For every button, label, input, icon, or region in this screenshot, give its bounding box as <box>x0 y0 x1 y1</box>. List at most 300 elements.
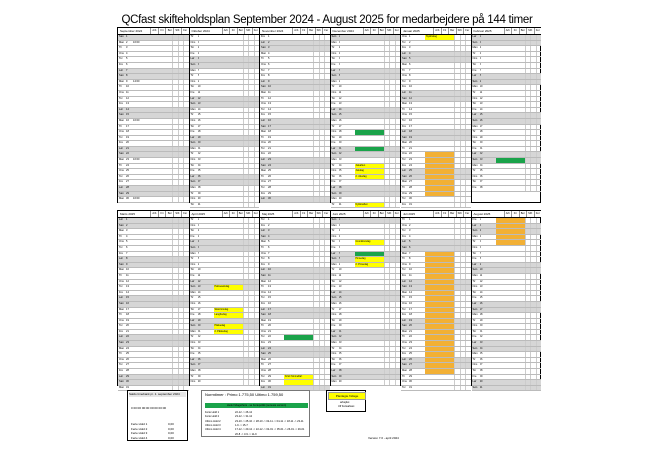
day-number: 5 <box>268 240 270 244</box>
month-column <box>330 28 401 206</box>
day-note <box>355 319 384 324</box>
day-note <box>142 130 172 135</box>
day-number: 7 <box>338 251 340 255</box>
day-number: 19 <box>197 318 201 322</box>
shift-time <box>346 302 355 307</box>
shift-time <box>487 291 496 296</box>
shift-time <box>346 158 355 163</box>
day-number: 8 <box>126 257 128 261</box>
day-number: 23 <box>338 158 342 162</box>
weekday: Søn <box>402 324 407 328</box>
day-note <box>142 263 172 268</box>
day-note <box>142 164 172 169</box>
norm-line-value: 20-8 -> 3-9 -> 11-9 <box>235 432 257 436</box>
day-note <box>214 80 243 85</box>
weekday: Fre <box>261 262 265 266</box>
weekday: Tor <box>402 229 406 233</box>
month-column <box>471 28 542 202</box>
day-row <box>472 386 542 392</box>
day-number: 27 <box>479 180 483 184</box>
day-note <box>425 302 454 307</box>
column-subheader: Fer <box>534 211 542 217</box>
column-subheader: Arb <box>504 28 512 34</box>
day-number: 26 <box>338 357 342 361</box>
day-number: 12 <box>479 96 483 100</box>
day-note <box>214 169 243 174</box>
day-number: 18 <box>338 130 342 134</box>
weekday: Søn <box>190 324 196 328</box>
weekday: Fre <box>331 363 336 367</box>
day-number: 4 <box>479 234 481 238</box>
day-note <box>142 175 172 180</box>
day-number: 19 <box>197 135 201 139</box>
day-number: 17 <box>338 124 342 128</box>
day-number: 12 <box>409 96 412 100</box>
weekday: Tor <box>472 141 477 145</box>
day-note <box>425 69 454 74</box>
tally-cell <box>536 41 542 46</box>
shift-time <box>487 85 496 90</box>
shift-time <box>346 192 355 197</box>
column-subheader: Fri <box>229 28 237 34</box>
day-number: 19 <box>268 318 271 322</box>
day-note <box>496 257 525 262</box>
day-number: 5 <box>126 57 128 61</box>
weekday: Tor <box>472 62 477 66</box>
day-number: 17 <box>268 307 271 311</box>
month-column <box>330 211 401 385</box>
shift-time <box>346 296 355 301</box>
day-note <box>425 74 454 79</box>
weekday: Ons <box>190 158 196 162</box>
day-number: 3 <box>409 46 411 50</box>
day-number: 22 <box>479 335 483 339</box>
day-number: 28 <box>268 186 271 190</box>
shift-time <box>133 341 142 346</box>
day-number: 25 <box>409 169 412 173</box>
weekday: Tor <box>190 163 195 167</box>
tally-cell <box>536 246 542 251</box>
shift-time <box>205 319 214 324</box>
day-number: 26 <box>268 174 271 178</box>
day-note <box>142 380 172 385</box>
day-number: 11 <box>338 273 342 277</box>
day-number: 30 <box>268 197 271 201</box>
shift-time <box>416 203 425 208</box>
weekday: Fre <box>472 296 477 300</box>
weekday: Fre <box>190 90 195 94</box>
shift-time <box>133 324 142 329</box>
shift-time <box>133 224 142 229</box>
day-number: 25 <box>479 352 483 356</box>
column-subheader: SIK <box>315 211 323 217</box>
day-number: 16 <box>268 118 271 122</box>
day-note: Nytårsaften <box>355 203 384 208</box>
shift-time <box>133 363 142 368</box>
shift-time <box>133 85 142 90</box>
shift-time <box>346 136 355 141</box>
weekday: Lør <box>331 186 336 190</box>
day-number: 5 <box>338 240 340 244</box>
day-number: 28 <box>338 186 342 190</box>
shift-time <box>346 203 355 208</box>
day-number: 12 <box>409 279 412 283</box>
day-number: 23 <box>268 158 271 162</box>
weekday: Lør <box>119 146 123 150</box>
day-note <box>355 46 384 51</box>
tally-cell <box>536 175 542 180</box>
day-number: 17 <box>197 124 201 128</box>
shift-time <box>346 141 355 146</box>
weekday: Tor <box>331 357 336 361</box>
day-note <box>214 102 243 107</box>
day-number: 1 <box>197 218 199 221</box>
day-number: 21 <box>409 146 412 150</box>
day-note <box>284 252 313 257</box>
shift-time <box>275 285 284 290</box>
tally-cell <box>536 341 542 346</box>
day-note <box>425 380 454 385</box>
weekday: Ons <box>402 152 407 156</box>
shift-time <box>487 80 496 85</box>
day-number: 21 <box>126 329 129 333</box>
day-note <box>214 158 243 163</box>
day-row <box>401 203 471 209</box>
weekday: Tir <box>190 335 194 339</box>
day-note <box>355 369 384 374</box>
day-number: 11 <box>197 90 201 94</box>
shift-time <box>416 330 425 335</box>
weekday: Søn <box>261 234 266 238</box>
day-number: 28 <box>197 369 201 373</box>
day-note <box>425 280 454 285</box>
shift-time <box>133 97 142 102</box>
weekday: Fre <box>331 285 336 289</box>
column-subheader: Ber <box>237 28 245 34</box>
month-name: December 2024 <box>332 29 354 33</box>
weekday: Tir <box>472 318 476 322</box>
weekday: Tir <box>472 240 476 244</box>
tally-cell <box>536 313 542 318</box>
day-number: 3 <box>197 46 199 50</box>
day-row <box>118 197 189 203</box>
day-number: 29 <box>197 191 201 195</box>
weekday: Fre <box>402 124 406 128</box>
shift-time <box>275 192 284 197</box>
day-number: 10 <box>126 268 129 272</box>
weekday: Tir <box>119 46 122 50</box>
weekday: Fre <box>472 68 477 72</box>
day-note <box>355 152 384 157</box>
shift-time <box>205 352 214 357</box>
weekday: Fre <box>331 324 336 328</box>
weekday: Tor <box>331 96 336 100</box>
day-note <box>425 158 454 163</box>
day-note <box>214 125 243 130</box>
column-subheader: SIK <box>456 28 464 34</box>
day-number: 2 <box>409 223 411 227</box>
weekday: Ons <box>402 113 407 117</box>
tally-cell <box>536 80 542 85</box>
tally-cell <box>536 130 542 135</box>
day-number: 25 <box>268 169 271 173</box>
weekday: Fre <box>261 380 265 384</box>
day-note <box>142 152 172 157</box>
day-number: 31 <box>479 385 483 389</box>
weekday: Tir <box>119 234 122 238</box>
weekday: Man <box>119 268 125 272</box>
day-note: Juledag <box>355 169 384 174</box>
day-number: 14 <box>338 290 342 294</box>
day-number: 30 <box>126 197 129 201</box>
day-note <box>284 302 313 307</box>
weekday: Tor <box>402 79 406 83</box>
schedule-block-top <box>118 28 541 206</box>
column-subheader: Arb <box>292 28 300 34</box>
weekday: Lør <box>119 218 123 221</box>
shift-time <box>275 324 284 329</box>
day-number: 17 <box>409 124 412 128</box>
day-note <box>284 74 313 79</box>
day-number: 7 <box>126 251 128 255</box>
day-note <box>214 246 243 251</box>
tally-cell <box>536 257 542 262</box>
day-note <box>355 113 384 118</box>
shift-time <box>133 235 142 240</box>
weekday: Fre <box>261 301 265 305</box>
column-subheader: Fer <box>393 28 401 34</box>
shift-time <box>416 180 425 185</box>
shift-time <box>346 57 355 62</box>
shift-time <box>133 375 142 380</box>
day-number: 24 <box>479 346 483 350</box>
schedule-block-bottom <box>118 211 541 389</box>
weekday: Tir <box>190 152 194 156</box>
day-note <box>355 375 384 380</box>
norm-line-label: Ferie Hold 1 <box>205 411 220 414</box>
day-number: 24 <box>126 163 129 167</box>
weekday: Tor <box>190 346 195 350</box>
day-note: Kristi himmelfart <box>284 375 313 380</box>
weekday: Ons <box>261 290 266 294</box>
shift-time <box>487 224 496 229</box>
shift-time <box>487 35 496 40</box>
weekday: Tir <box>331 85 335 89</box>
shift-time <box>133 380 142 385</box>
weekday: Ons <box>119 51 124 55</box>
day-number: 1 <box>409 218 411 221</box>
shift-time <box>487 113 496 118</box>
shift-time <box>133 164 142 169</box>
day-note <box>142 224 172 229</box>
weekday: Lør <box>472 35 477 38</box>
day-note <box>496 369 525 374</box>
weekday: Fre <box>261 223 265 227</box>
month-name: Oktober 2024 <box>191 29 210 33</box>
day-number: 6 <box>338 245 340 249</box>
shift-time <box>416 319 425 324</box>
day-note <box>496 102 525 107</box>
shift-time <box>416 280 425 285</box>
shift-time <box>416 324 425 329</box>
shift-time <box>205 197 214 202</box>
day-note <box>425 229 454 234</box>
shift-time <box>416 108 425 113</box>
day-note <box>214 274 243 279</box>
day-note <box>355 186 384 191</box>
day-number: 14 <box>197 107 201 111</box>
day-number: 20 <box>126 141 129 145</box>
month-name: April 2025 <box>191 212 206 216</box>
weekday: Søn <box>331 113 337 117</box>
day-number: 31 <box>268 385 271 389</box>
weekday: Fre <box>119 369 123 373</box>
day-number: 11 <box>126 90 129 94</box>
day-number: 28 <box>409 369 412 373</box>
day-note <box>284 235 313 240</box>
month-name: Juni 2025 <box>332 212 346 216</box>
day-number: 4 <box>197 51 199 55</box>
weekday: Tir <box>119 85 122 89</box>
day-number: 18 <box>268 313 271 317</box>
shift-time <box>416 224 425 229</box>
shift-time <box>275 97 284 102</box>
weekday: Fre <box>472 146 477 150</box>
day-number: 21 <box>479 329 483 333</box>
day-number: 7 <box>409 251 411 255</box>
weekday: Tir <box>331 46 335 50</box>
weekday: Man <box>402 290 408 294</box>
shift-time <box>133 302 142 307</box>
shift-time: 16:00 <box>133 118 140 122</box>
tally-cell <box>536 102 542 107</box>
weekday: Ons <box>472 324 478 328</box>
day-note <box>284 85 313 90</box>
shift-time <box>346 335 355 340</box>
shift-time <box>487 335 496 340</box>
day-note <box>355 363 384 368</box>
day-number: 28 <box>479 186 483 190</box>
day-number: 24 <box>479 163 483 167</box>
shift-time <box>416 69 425 74</box>
weekday: Fre <box>331 180 336 184</box>
shift-time <box>346 246 355 251</box>
day-number: 19 <box>479 135 483 139</box>
day-note <box>496 252 525 257</box>
day-note <box>142 308 172 313</box>
weekday: Fre <box>402 202 406 206</box>
weekday: Man <box>261 357 267 361</box>
day-number: 30 <box>126 380 129 384</box>
shift-time <box>275 46 284 51</box>
weekday: Fre <box>119 251 123 255</box>
shift-time <box>416 274 425 279</box>
column-subheader: SIK <box>244 28 252 34</box>
day-note <box>142 113 172 118</box>
day-number: 11 <box>197 273 201 277</box>
day-number: 21 <box>409 329 412 333</box>
shift-time <box>487 380 496 385</box>
weekday: Lør <box>119 257 123 261</box>
day-note <box>284 136 313 141</box>
shift-time <box>133 52 142 57</box>
day-note: Grundlovsdag <box>355 240 384 245</box>
shift-time <box>205 224 214 229</box>
weekday: Man <box>331 262 337 266</box>
shift-time <box>346 257 355 262</box>
shift-time <box>275 119 284 124</box>
shift-time <box>275 152 284 157</box>
day-number: 16 <box>479 301 483 305</box>
day-note <box>214 229 243 234</box>
day-number: 29 <box>409 191 412 195</box>
weekday: Lør <box>402 51 406 55</box>
day-number: 9 <box>409 262 411 266</box>
day-note: Skærtorsdag <box>214 308 243 313</box>
weekday: Fre <box>190 273 195 277</box>
day-number: 7 <box>409 68 411 72</box>
day-note <box>284 113 313 118</box>
shift-time <box>346 125 355 130</box>
weekday: Man <box>331 341 337 345</box>
weekday: Man <box>331 197 337 201</box>
day-number: 18 <box>126 130 129 134</box>
day-number: 15 <box>268 296 271 300</box>
day-note <box>142 108 172 113</box>
shift-time <box>133 246 142 251</box>
day-number: 11 <box>409 273 412 277</box>
shift-time <box>346 224 355 229</box>
weekday: Tor <box>261 146 265 150</box>
shift-time <box>205 52 214 57</box>
weekday: Lør <box>472 341 477 345</box>
tally-cell <box>536 224 542 229</box>
day-number: 16 <box>126 118 129 122</box>
weekday: Man <box>119 158 125 162</box>
shift-time <box>346 97 355 102</box>
column-subheader: Fer <box>181 211 189 217</box>
weekday: Man <box>472 313 478 317</box>
tally-cell <box>536 74 542 79</box>
day-number: 23 <box>126 158 129 162</box>
tally-cell <box>536 386 542 391</box>
day-number: 15 <box>409 113 412 117</box>
day-note <box>214 164 243 169</box>
day-number: 22 <box>479 152 483 156</box>
day-note <box>355 347 384 352</box>
day-number: 20 <box>409 141 412 145</box>
day-number: 2 <box>338 223 340 227</box>
weekday: Man <box>119 40 125 44</box>
day-note <box>214 113 243 118</box>
day-note <box>284 240 313 245</box>
day-note <box>214 97 243 102</box>
column-subheader: Fer <box>534 28 542 34</box>
day-number: 13 <box>409 102 412 106</box>
weekday: Ons <box>261 329 266 333</box>
tally-cell <box>536 180 542 185</box>
day-note <box>214 341 243 346</box>
day-number: 29 <box>338 191 342 195</box>
day-number: 28 <box>197 186 201 190</box>
column-subheader: Ber <box>519 211 527 217</box>
day-note <box>496 57 525 62</box>
day-number: 18 <box>338 313 342 317</box>
weekday: Man <box>402 251 408 255</box>
day-number: 16 <box>409 301 412 305</box>
day-note <box>355 246 384 251</box>
hours-row-label: Ferie Hold 2 <box>131 426 148 431</box>
